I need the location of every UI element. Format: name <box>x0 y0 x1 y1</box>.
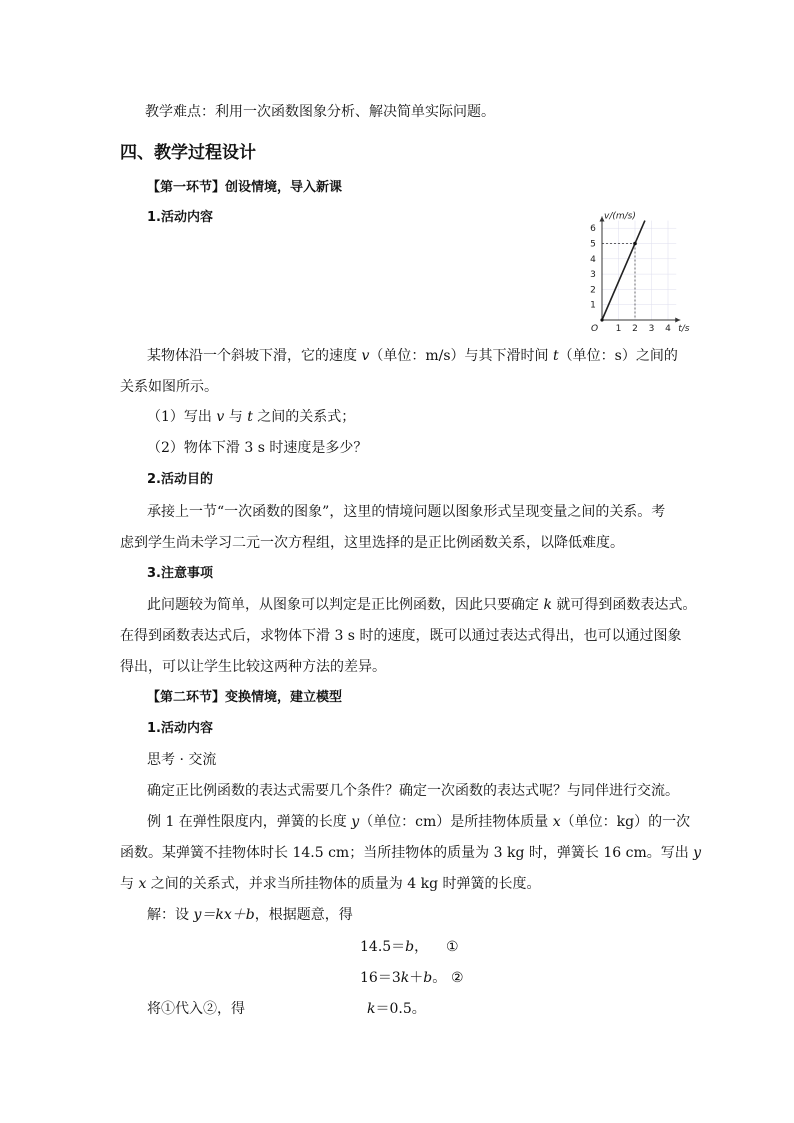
question-1: （1）写出 v 与 t 之间的关系式； <box>147 409 356 425</box>
stage2-activity-heading: 1.活动内容 <box>147 721 213 736</box>
example-line-2: 函数。某弹簧不挂物体时长 14.5 cm；当所挂物体的质量为 3 kg 时，弹簧长 16 cm。写出 y <box>120 845 702 861</box>
x-tick-label: 2 <box>632 324 638 334</box>
note-heading: 3.注意事项 <box>147 566 213 581</box>
y-tick-label: 3 <box>590 270 596 281</box>
note-line-2: 在得到函数表达式后，求物体下滑 3 s 时的速度，既可以通过表达式得出，也可以通过图象 <box>120 628 682 644</box>
discuss-line: 确定正比例函数的表达式需要几个条件？确定一次函数的表达式呢？与同伴进行交流。 <box>147 783 679 799</box>
stage2-title: 【第二环节】变换情境，建立模型 <box>147 690 343 705</box>
y-tick-label: 2 <box>590 285 596 296</box>
x-tick-label: 3 <box>648 324 655 334</box>
problem-line-1: 某物体沿一个斜坡下滑，它的速度 v（单位：m/s）与其下滑时间 t（单位：s）之间的 <box>147 348 678 364</box>
solution-line: 解：设 y＝kx＋b，根据题意，得 <box>147 907 353 923</box>
substitute-line: 将①代入②，得 <box>147 1001 245 1017</box>
y-tick-label: 4 <box>590 254 596 265</box>
y-axis-label: v/(m/s) <box>604 211 636 222</box>
stage1-activity-heading: 1.活动内容 <box>147 210 213 225</box>
y-tick-label: 5 <box>590 239 596 250</box>
purpose-heading: 2.活动目的 <box>147 472 213 487</box>
equation-1-number: ① <box>446 939 459 955</box>
y-tick-label: 1 <box>590 300 596 311</box>
velocity-time-graph <box>572 206 692 336</box>
note-line-1: 此问题较为简单，从图象可以判定是正比例函数，因此只要确定 k 就可得到函数表达式。 <box>147 597 697 613</box>
equation-2-number: ② <box>451 970 464 986</box>
question-2: （2）物体下滑 3 s 时速度是多少？ <box>147 440 368 456</box>
teaching-difficulty: 教学难点：利用一次函数图象分析、解决简单实际问题。 <box>145 104 495 120</box>
x-axis-label: t/s <box>678 324 690 334</box>
x-tick-label: 4 <box>665 324 671 334</box>
graph-series <box>600 221 645 322</box>
purpose-line-2: 虑到学生尚未学习二元一次方程组，这里选择的是正比例函数关系，以降低难度。 <box>120 535 624 551</box>
k-value: k＝0.5。 <box>367 1001 426 1017</box>
think-exchange: 思考 · 交流 <box>147 752 217 768</box>
marked-point <box>633 242 637 246</box>
example-line-3: 与 x 之间的关系式，并求当所挂物体的质量为 4 kg 时弹簧的长度。 <box>120 876 541 892</box>
equation-2: 16＝3k＋b。 <box>360 970 447 986</box>
x-tick-label: 1 <box>615 324 622 334</box>
purpose-line-1: 承接上一节“一次函数的图象”，这里的情境问题以图象形式呈现变量之间的关系。考 <box>147 504 666 520</box>
stage1-title: 【第一环节】创设情境，导入新课 <box>147 180 343 195</box>
problem-line-2: 关系如图所示。 <box>120 379 218 395</box>
origin-label: O <box>591 324 599 334</box>
origin-point <box>600 318 603 321</box>
graph-labels <box>590 212 690 334</box>
equation-1: 14.5＝b， <box>360 939 429 955</box>
section-heading: 四、教学过程设计 <box>120 143 256 163</box>
x-axis-arrow <box>675 318 680 323</box>
example-line-1: 例 1 在弹性限度内，弹簧的长度 y（单位：cm）是所挂物体质量 x（单位：kg）的一次 <box>147 814 691 830</box>
y-tick-label: 6 <box>590 224 596 235</box>
velocity-line <box>602 221 645 320</box>
note-line-3: 得出，可以让学生比较这两种方法的差异。 <box>120 659 386 675</box>
